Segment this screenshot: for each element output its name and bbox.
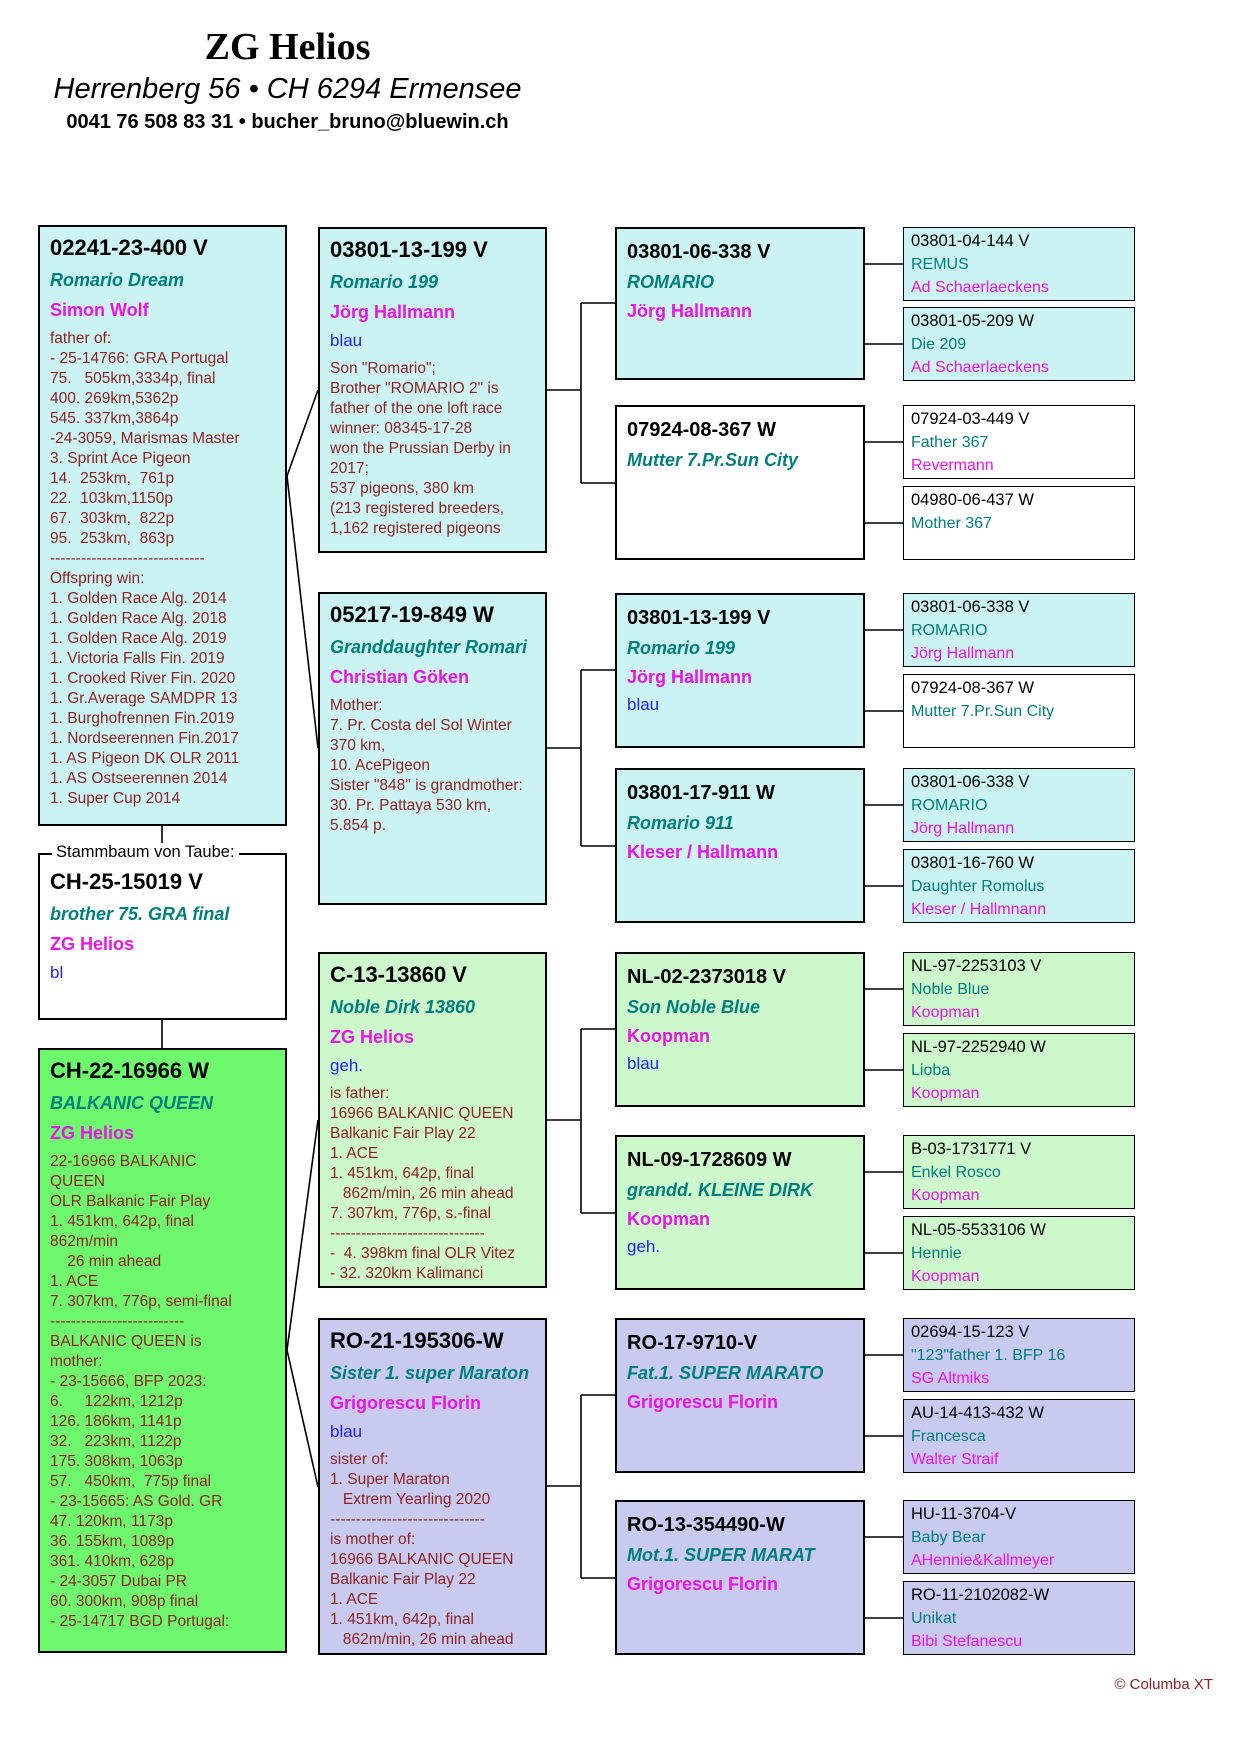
ring-number: 03801-06-338 V — [911, 773, 1030, 791]
pigeon-name: Unikat — [911, 1610, 957, 1627]
breeder-name: Revermann — [911, 457, 994, 474]
gg-grandparent-box-12 — [903, 1216, 1135, 1290]
breeder-name: Kleser / Hallmnann — [911, 901, 1047, 918]
gg-grandparent-box-8 — [903, 849, 1135, 923]
pigeon-name: brother 75. GRA final — [50, 904, 230, 924]
breeder-name: ZG Helios — [50, 934, 135, 954]
ring-number: C-13-13860 V — [330, 962, 467, 987]
great-grandparent-box-6 — [615, 1135, 865, 1290]
breeder-name: Jörg Hallmann — [911, 820, 1015, 837]
great-grandparent-box-8 — [615, 1500, 865, 1655]
gg-grandparent-box-7 — [903, 768, 1135, 842]
ring-number: 04980-06-437 W — [911, 491, 1034, 509]
ring-number: NL-09-1728609 W — [627, 1149, 792, 1171]
great-grandparent-box-3 — [615, 593, 865, 748]
great-grandparent-box-1 — [615, 227, 865, 380]
pigeon-name: Noble Blue — [911, 981, 990, 998]
pigeon-name: Hennie — [911, 1245, 962, 1262]
gg-grandparent-box-6 — [903, 674, 1135, 748]
ring-number: 07924-08-367 W — [627, 419, 776, 441]
achievement-notes: father of: - 25-14766: GRA Portugal 75. 505km,3334p, final 400. 269km,5362p 545. 337km,3864p -24-3059, Marismas Master 3. Sprint Ace Pigeon 14. 253km, 761p 22. 103km,1150p 67. 303km, 822p 95. 253km, 863p ------------------------------ Offspring win: 1. Golden Race Alg. 2014 1. Golden Race Alg. 2018 1. Golden Race Alg. 2019 1. Victoria Falls Fin. 2019 1. Crooked River Fin. 2020 1. Gr.Average SAMDPR 13 1. Burghofrennen Fin.2019 1. Nordseerennen Fin.2017 1. AS Pigeon DK OLR 2011 1. AS Ostseerennen 2014 1. Super Cup 2014 — [50, 330, 240, 807]
ring-number: HU-11-3704-V — [911, 1505, 1017, 1523]
breeder-name: Ad Schaerlaeckens — [911, 359, 1049, 376]
gg-grandparent-box-4 — [903, 486, 1135, 560]
pigeon-name: REMUS — [911, 256, 969, 273]
ring-number: B-03-1731771 V — [911, 1140, 1032, 1158]
pigeon-name: Romario 199 — [627, 638, 736, 658]
gg-grandparent-box-3 — [903, 405, 1135, 479]
loft-address: Herrenberg 56 • CH 6294 Ermensee — [53, 73, 522, 105]
breeder-name: SG Altmiks — [911, 1370, 990, 1387]
ring-number: NL-02-2373018 V — [627, 966, 786, 988]
ring-number: 03801-17-911 W — [627, 782, 775, 804]
pigeon-name: Mutter 7.Pr.Sun City — [911, 703, 1055, 720]
loft-contact: 0041 76 508 83 31 • bucher_bruno@bluewin.ch — [66, 111, 509, 133]
great-grandparent-box-2 — [615, 405, 865, 560]
breeder-name: Grigorescu Florin — [330, 1393, 482, 1413]
breeder-name: AHennie&Kallmeyer — [911, 1552, 1055, 1569]
ring-number: 03801-06-338 V — [627, 241, 771, 263]
ring-number: 02241-23-400 V — [50, 235, 208, 260]
pigeon-name: BALKANIC QUEEN — [50, 1093, 214, 1113]
breeder-name: Kleser / Hallmann — [627, 842, 779, 862]
ring-number: RO-13-354490-W — [627, 1514, 785, 1536]
gg-grandparent-box-13 — [903, 1318, 1135, 1392]
ring-number: NL-97-2252940 W — [911, 1038, 1046, 1056]
breeder-name: Jörg Hallmann — [627, 301, 753, 321]
breeder-name: Bibi Stefanescu — [911, 1633, 1023, 1650]
pigeon-name: Romario Dream — [50, 270, 185, 290]
breeder-name: Simon Wolf — [50, 300, 149, 320]
ring-number: RO-11-2102082-W — [911, 1586, 1050, 1604]
pigeon-name: Romario 199 — [330, 272, 439, 292]
pigeon-name: Lioba — [911, 1062, 951, 1079]
ring-number: 07924-08-367 W — [911, 679, 1034, 697]
color-line: geh. — [330, 1056, 364, 1075]
great-grandparent-box-7 — [615, 1318, 865, 1473]
loft-name: ZG Helios — [204, 26, 371, 68]
subject-box — [38, 843, 287, 1020]
pigeon-name: Enkel Rosco — [911, 1164, 1001, 1181]
breeder-name: Christian Göken — [330, 667, 470, 687]
ring-number: NL-05-5533106 W — [911, 1221, 1046, 1239]
breeder-name: Koopman — [911, 1004, 980, 1021]
ring-number: 02694-15-123 V — [911, 1323, 1030, 1341]
pigeon-name: Granddaughter Romari — [330, 637, 528, 657]
gg-grandparent-box-11 — [903, 1135, 1135, 1209]
color-line: geh. — [627, 1237, 661, 1256]
breeder-name: Walter Straif — [911, 1451, 999, 1468]
achievement-notes: sister of: 1. Super Maraton Extrem Yearling 2020 ------------------------------ is mother of: 16966 BALKANIC QUEEN Balkanic Fair Play 22 1. ACE 1. 451km, 642p, final 862m/min, 26 min ahead — [330, 1451, 514, 1648]
pigeon-name: Son Noble Blue — [627, 997, 761, 1017]
gg-grandparent-box-2 — [903, 307, 1135, 381]
breeder-name: Koopman — [911, 1268, 980, 1285]
ring-number: 03801-13-199 V — [330, 237, 488, 262]
breeder-name: Jörg Hallmann — [627, 667, 753, 687]
pigeon-name: Father 367 — [911, 434, 989, 451]
grandparent-box-4 — [318, 1318, 547, 1655]
achievement-notes: Mother: 7. Pr. Costa del Sol Winter 370 km, 10. AcePigeon Sister "848" is grandmother: 30. Pr. Pattaya 530 km, 5.854 p. — [330, 697, 523, 834]
pigeon-name: Noble Dirk 13860 — [330, 997, 476, 1017]
pigeon-name: grandd. KLEINE DIRK — [627, 1180, 814, 1200]
grandparent-box-3 — [318, 952, 547, 1288]
ring-number: 07924-03-449 V — [911, 410, 1030, 428]
ring-number: 03801-04-144 V — [911, 232, 1030, 250]
mother-box — [38, 1048, 287, 1653]
breeder-name: Jörg Hallmann — [911, 645, 1015, 662]
achievement-notes: Son "Romario"; Brother "ROMARIO 2" is father of the one loft race winner: 08345-17-28 won the Prussian Derby in 2017; 537 pigeons, 380 km (213 registered breeders, 1,162 registered pigeons — [330, 360, 511, 537]
ring-number: 03801-06-338 V — [911, 598, 1030, 616]
pigeon-name: Mot.1. SUPER MARAT — [627, 1545, 815, 1565]
gg-grandparent-box-10 — [903, 1033, 1135, 1107]
gg-grandparent-box-1 — [903, 227, 1135, 301]
breeder-name: Koopman — [627, 1026, 710, 1046]
pigeon-name: Francesca — [911, 1428, 986, 1445]
great-grandparent-box-4 — [615, 768, 865, 923]
gg-grandparent-box-9 — [903, 952, 1135, 1026]
pigeon-name: "123"father 1. BFP 16 — [911, 1347, 1066, 1364]
color-line: blau — [330, 1422, 363, 1441]
pigeon-name: Romario 911 — [627, 813, 734, 833]
ring-number: RO-21-195306-W — [330, 1328, 504, 1353]
breeder-name: Jörg Hallmann — [330, 302, 456, 322]
breeder-name: ZG Helios — [330, 1027, 415, 1047]
color-line: bl — [50, 963, 64, 982]
great-grandparent-box-5 — [615, 952, 865, 1107]
achievement-notes: 22-16966 BALKANIC QUEEN OLR Balkanic Fair Play 1. 451km, 642p, final 862m/min 26 min ahead 1. ACE 7. 307km, 776p, semi-final -------------------------- BALKANIC QUEEN is mother: - 23-15666, BFP 2023: 6. 122km, 1212p 126. 186km, 1141p 32. 223km, 1122p 175. 308km, 1063p 57. 450km, 775p final - 23-15665: AS Gold. GR 47. 120km, 1173p 36. 155km, 1089p 361. 410km, 628p - 24-3057 Dubai PR 60. 300km, 908p final - 25-14717 BGD Portugal: — [50, 1153, 232, 1630]
breeder-name: Ad Schaerlaeckens — [911, 279, 1049, 296]
pigeon-name: Mother 367 — [911, 515, 992, 532]
color-line: blau — [330, 331, 363, 350]
pigeon-name: Baby Bear — [911, 1529, 986, 1546]
software-credit: © Columba XT — [1114, 1676, 1213, 1693]
pigeon-name: ROMARIO — [627, 272, 714, 292]
color-line: blau — [627, 695, 660, 714]
ring-number: NL-97-2253103 V — [911, 957, 1042, 975]
pigeon-name: Mutter 7.Pr.Sun City — [627, 450, 799, 470]
ring-number: 05217-19-849 W — [330, 602, 494, 627]
ring-number: 03801-13-199 V — [627, 607, 771, 629]
breeder-name: Koopman — [911, 1187, 980, 1204]
gg-grandparent-box-5 — [903, 593, 1135, 667]
gg-grandparent-box-15 — [903, 1500, 1135, 1574]
ring-number: CH-25-15019 V — [50, 869, 203, 894]
pedigree-label: Stammbaum von Taube: — [52, 843, 239, 862]
pigeon-name: ROMARIO — [911, 622, 988, 639]
breeder-name: Koopman — [911, 1085, 980, 1102]
color-line: blau — [627, 1054, 660, 1073]
breeder-name: Grigorescu Florin — [627, 1392, 779, 1412]
ring-number: AU-14-413-432 W — [911, 1404, 1044, 1422]
achievement-notes: is father: 16966 BALKANIC QUEEN Balkanic Fair Play 22 1. ACE 1. 451km, 642p, final 862m/min, 26 min ahead 7. 307km, 776p, s.-final ------------------------------ - 4. 398km final OLR Vitez - 32. 320km Kalimanci — [330, 1085, 515, 1282]
breeder-name: Koopman — [627, 1209, 710, 1229]
grandparent-box-1 — [318, 227, 547, 553]
breeder-name: Grigorescu Florin — [627, 1574, 779, 1594]
pigeon-name: ROMARIO — [911, 797, 988, 814]
breeder-name: ZG Helios — [50, 1123, 135, 1143]
pigeon-name: Sister 1. super Maraton — [330, 1363, 530, 1383]
pigeon-name: Die 209 — [911, 336, 967, 353]
gg-grandparent-box-14 — [903, 1399, 1135, 1473]
pigeon-name: Daughter Romolus — [911, 878, 1045, 895]
ring-number: 03801-16-760 W — [911, 854, 1034, 872]
gg-grandparent-box-16 — [903, 1581, 1135, 1655]
father-box — [38, 225, 287, 826]
ring-number: CH-22-16966 W — [50, 1058, 209, 1083]
ring-number: 03801-05-209 W — [911, 312, 1034, 330]
pigeon-name: Fat.1. SUPER MARATO — [627, 1363, 824, 1383]
ring-number: RO-17-9710-V — [627, 1332, 758, 1354]
grandparent-box-2 — [318, 592, 547, 905]
